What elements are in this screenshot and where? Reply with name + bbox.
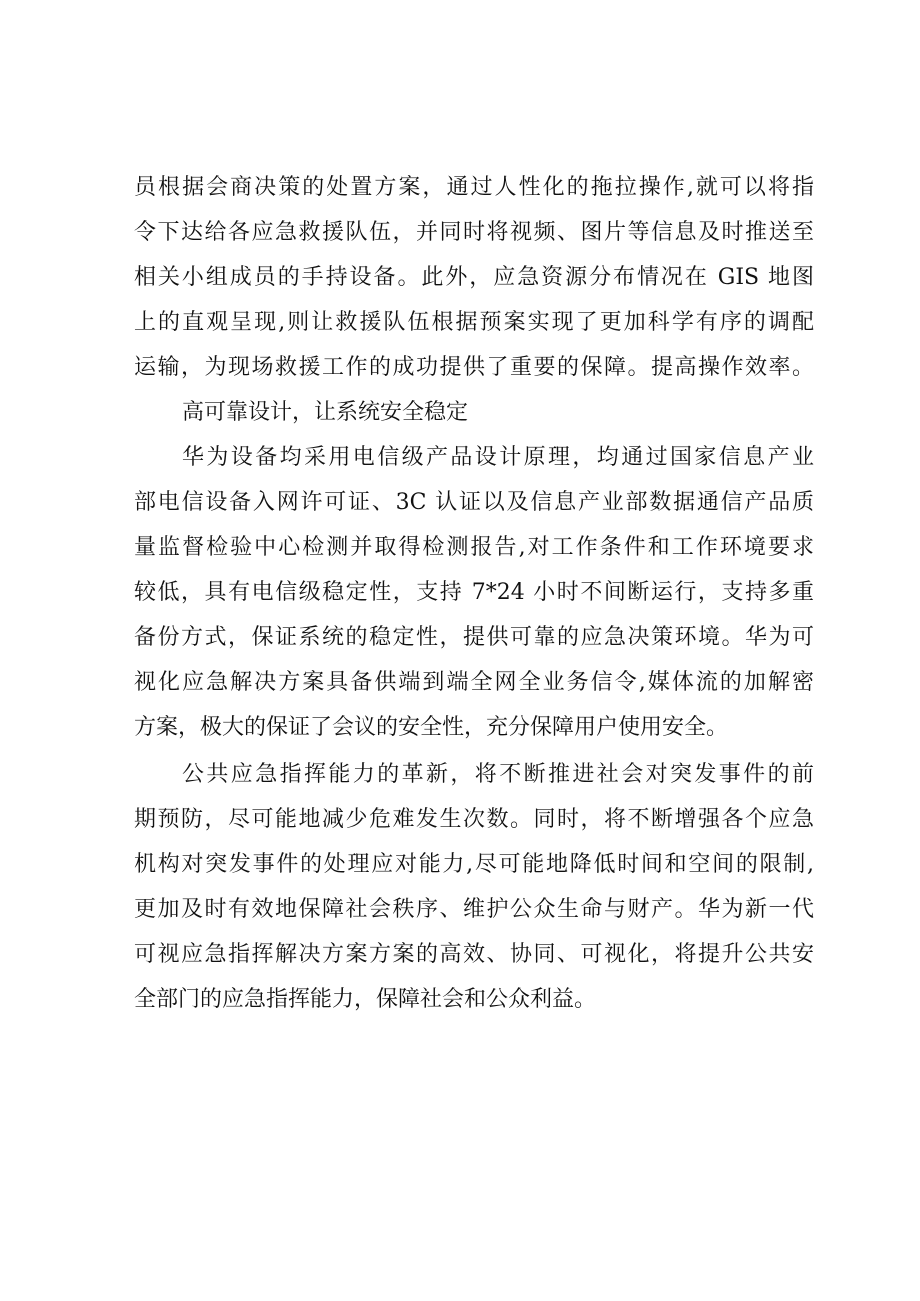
paragraph-4-line-5: 可视应急指挥解决方案方案的高效、协同、可视化，将提升公共安 <box>134 942 814 967</box>
paragraph-3-line-6: 视化应急解决方案具备供端到端全网全业务信令,媒体流的加解密 <box>134 670 814 695</box>
paragraph-1-line-2: 令下达给各应急救援队伍，并同时将视频、图片等信息及时推送至 <box>134 220 814 245</box>
paragraph-3-line-2: 部电信设备入网许可证、3C 认证以及信息产业部数据通信产品质 <box>134 490 814 515</box>
paragraph-3-line-7: 方案，极大的保证了会议的安全性，充分保障用户使用安全。 <box>134 715 729 740</box>
paragraph-1-line-3: 相关小组成员的手持设备。此外，应急资源分布情况在 GIS 地图 <box>134 265 814 290</box>
paragraph-3-line-4: 较低，具有电信级稳定性，支持 7*24 小时不间断运行，支持多重 <box>134 580 814 605</box>
paragraph-4-line-6: 全部门的应急指挥能力，保障社会和公众利益。 <box>134 987 597 1012</box>
paragraph-3-line-1: 华为设备均采用电信级产品设计原理，均通过国家信息产业 <box>182 445 814 470</box>
paragraph-4-line-3: 机构对突发事件的处理应对能力,尽可能地降低时间和空间的限制, <box>134 852 814 877</box>
paragraph-1-line-1: 员根据会商决策的处置方案，通过人性化的拖拉操作,就可以将指 <box>134 175 814 200</box>
paragraph-4-line-2: 期预防，尽可能地减少危难发生次数。同时，将不断增强各个应急 <box>134 807 814 832</box>
paragraph-1-line-5: 运输，为现场救援工作的成功提供了重要的保障。提高操作效率。 <box>134 355 814 380</box>
paragraph-1-line-4: 上的直观呈现,则让救援队伍根据预案实现了更加科学有序的调配 <box>134 310 814 335</box>
section-heading: 高可靠设计，让系统安全稳定 <box>182 400 469 425</box>
paragraph-3-line-3: 量监督检验中心检测并取得检测报告,对工作条件和工作环境要求 <box>134 535 814 560</box>
paragraph-4-line-4: 更加及时有效地保障社会秩序、维护公众生命与财产。华为新一代 <box>134 897 814 922</box>
paragraph-4-line-1: 公共应急指挥能力的革新，将不断推进社会对突发事件的前 <box>182 762 814 787</box>
paragraph-3-line-5: 备份方式，保证系统的稳定性，提供可靠的应急决策环境。华为可 <box>134 625 814 650</box>
